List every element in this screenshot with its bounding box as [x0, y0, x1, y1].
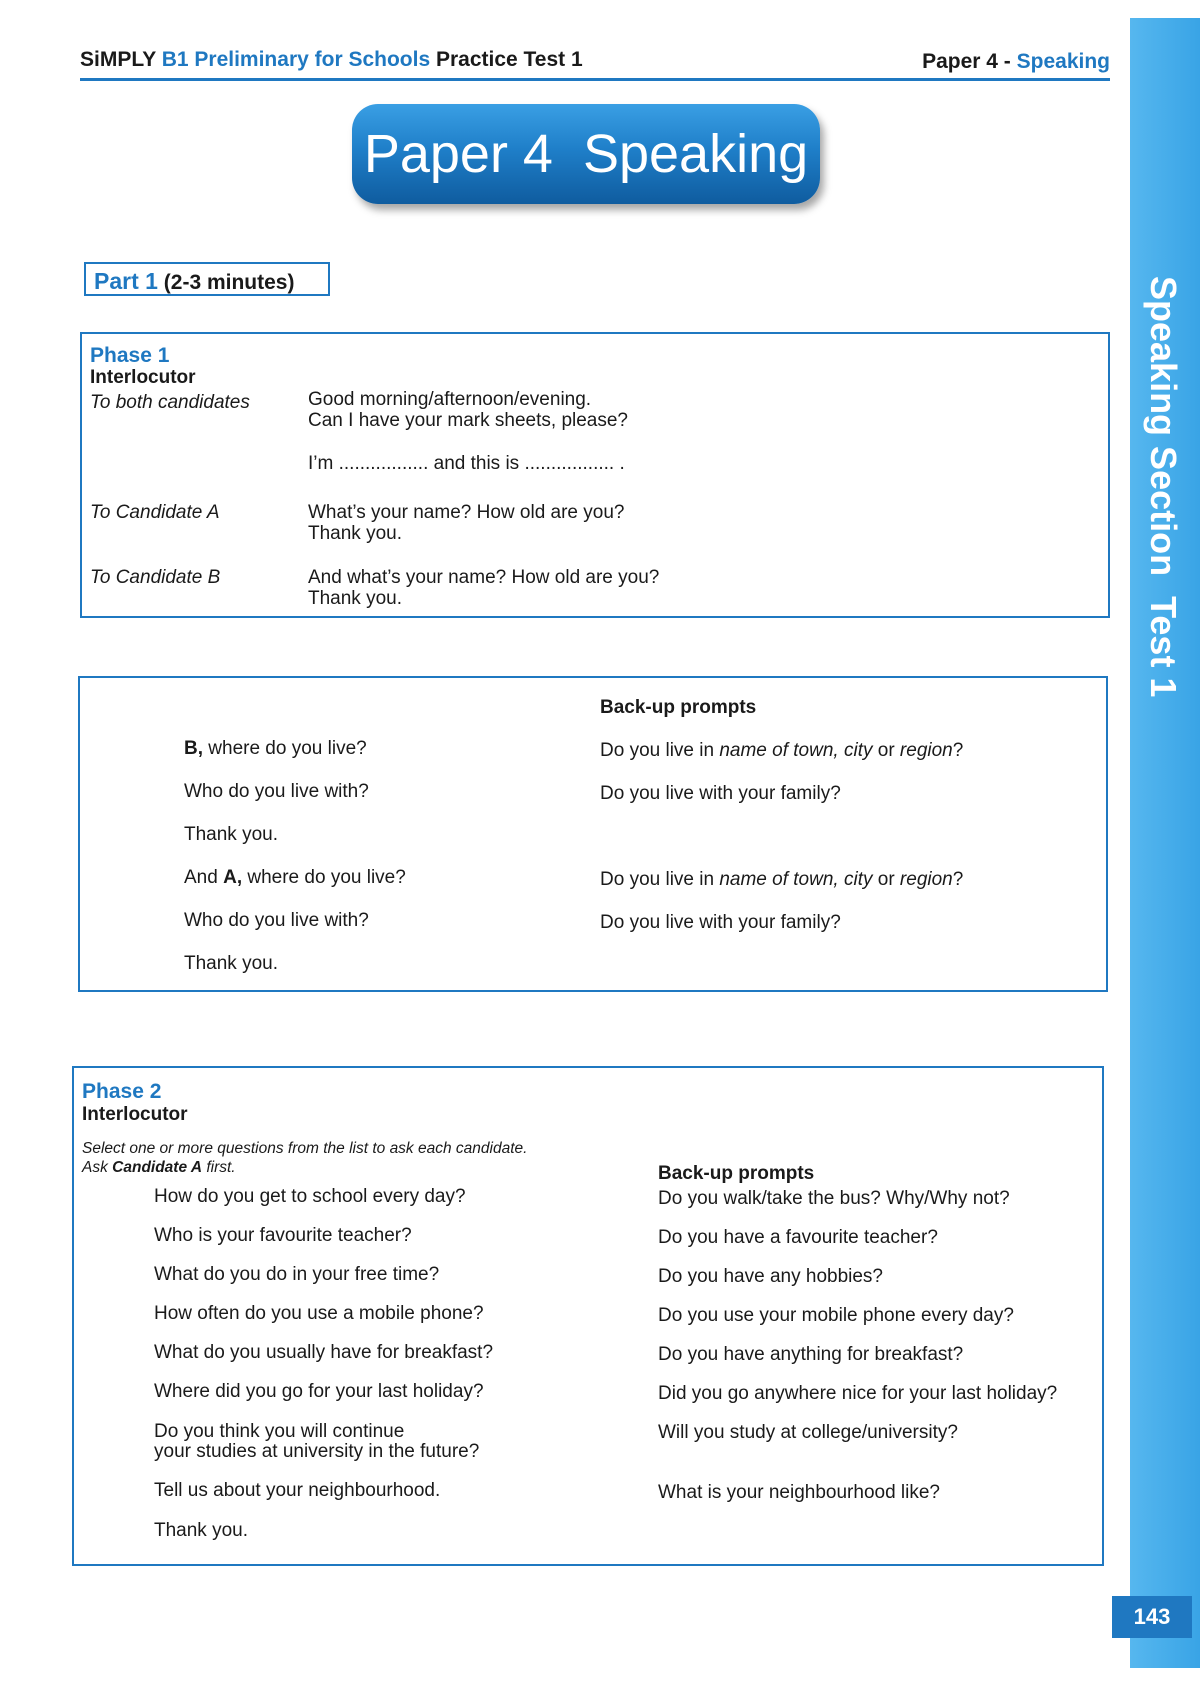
prompt-text-italic: name of town, city: [719, 869, 873, 890]
thanks-a: Thank you.: [184, 953, 278, 974]
page-header: [80, 44, 1110, 81]
test-name: Practice Test 1: [435, 48, 583, 71]
prompt-family-a: Do you live with your family?: [600, 912, 841, 933]
thanks-b: Thank you.: [184, 824, 278, 845]
part-title: Part 1: [94, 268, 158, 294]
mark-sheets-line: Can I have your mark sheets, please?: [308, 410, 629, 431]
prompt-text: or: [872, 740, 900, 761]
question-neighbourhood: Tell us about your neighbourhood.: [154, 1480, 441, 1501]
instruction-candidate: Candidate A: [112, 1159, 203, 1176]
row-to-candidate-a: To Candidate A: [90, 502, 220, 523]
prompt-family-b: Do you live with your family?: [600, 783, 841, 804]
question-free-time: What do you do in your free time?: [154, 1264, 440, 1285]
backup-heading-1: Back-up prompts: [600, 697, 757, 718]
instruction-text: Ask: [82, 1159, 113, 1176]
question-a-live: [184, 867, 406, 889]
question-holiday: Where did you go for your last holiday?: [154, 1381, 484, 1402]
candidate-a-question: What’s your name? How old are you?: [308, 502, 625, 523]
prompt-text: Do you live in: [600, 740, 720, 761]
row-to-both: To both candidates: [90, 392, 250, 413]
brand-name: SiMPLY: [80, 48, 156, 71]
prompt-text: Do you live in: [600, 869, 720, 890]
greeting-line: Good morning/afternoon/evening.: [308, 389, 592, 410]
question-thanks: Thank you.: [154, 1520, 248, 1541]
paper-prefix: Paper 4 -: [922, 50, 1011, 73]
question-live-with-a: Who do you live with?: [184, 910, 369, 931]
phase2-instruction: Select one or more questions from the list to ask each candidate.: [82, 1140, 528, 1157]
prompt-studies: Will you study at college/university?: [658, 1422, 958, 1443]
candidate-b-marker: B,: [184, 738, 203, 759]
candidate-b-question: And what’s your name? How old are you?: [308, 567, 660, 588]
series-name: B1 Preliminary for Schools: [161, 48, 431, 71]
question-text: And: [184, 867, 224, 888]
part-label: [84, 262, 330, 296]
prompt-mobile: Do you use your mobile phone every day?: [658, 1305, 1014, 1326]
row-to-candidate-b: To Candidate B: [90, 567, 221, 588]
prompt-teacher: Do you have a favourite teacher?: [658, 1227, 938, 1248]
phase1-role: Interlocutor: [90, 367, 196, 388]
prompt-breakfast: Do you have anything for breakfast?: [658, 1344, 964, 1365]
page-number: 143: [1112, 1596, 1192, 1638]
question-studies-1: Do you think you will continue: [154, 1421, 405, 1442]
backup-heading-2: Back-up prompts: [658, 1163, 815, 1184]
prompt-live-b: [600, 740, 963, 762]
part-duration: (2-3 minutes): [163, 271, 295, 294]
prompt-text: or: [872, 869, 900, 890]
question-studies-2: your studies at university in the future?: [154, 1441, 480, 1462]
phase1-title: Phase 1: [90, 344, 170, 367]
prompt-neighbourhood: What is your neighbourhood like?: [658, 1482, 941, 1503]
phase1-box: [80, 332, 1110, 618]
prompt-holiday: Did you go anywhere nice for your last holiday?: [658, 1383, 1058, 1404]
candidate-a-thanks: Thank you.: [308, 523, 402, 544]
phase2-box: [72, 1066, 1104, 1566]
prompt-school: Do you walk/take the bus? Why/Why not?: [658, 1188, 1010, 1209]
question-b-live: [184, 738, 367, 760]
prompt-text-italic: region: [899, 740, 953, 761]
prompt-live-a: [600, 869, 963, 891]
question-mobile: How often do you use a mobile phone?: [154, 1303, 484, 1324]
question-school: How do you get to school every day?: [154, 1186, 466, 1207]
question-live-with-b: Who do you live with?: [184, 781, 369, 802]
header-right: [922, 50, 1110, 74]
prompt-text: ?: [952, 869, 964, 890]
instruction-text: first.: [202, 1159, 236, 1176]
question-text: where do you live?: [203, 738, 367, 759]
prompt-text: ?: [952, 740, 964, 761]
paper-section: Speaking: [1016, 50, 1110, 73]
phase2-title: Phase 2: [82, 1080, 162, 1103]
prompt-text-italic: region: [899, 869, 953, 890]
prompt-hobbies: Do you have any hobbies?: [658, 1266, 883, 1287]
phase1-questions-box: [78, 676, 1108, 992]
page-title-banner: [352, 104, 820, 204]
candidate-b-thanks: Thank you.: [308, 588, 402, 609]
candidate-a-marker: A,: [223, 867, 243, 888]
sidebar-label: Speaking Section Test 1: [1143, 276, 1184, 698]
question-text: where do you live?: [242, 867, 406, 888]
question-breakfast: What do you usually have for breakfast?: [154, 1342, 494, 1363]
prompt-text-italic: name of town, city: [719, 740, 873, 761]
page-title: Paper 4 Speaking: [363, 124, 809, 184]
phase2-instruction-2: [82, 1159, 236, 1177]
header-left: [80, 48, 583, 72]
section-sidebar: [1130, 18, 1200, 1668]
question-teacher: Who is your favourite teacher?: [154, 1225, 412, 1246]
introduction-line: I’m ................. and this is ................. .: [308, 453, 625, 474]
phase2-role: Interlocutor: [82, 1104, 188, 1125]
